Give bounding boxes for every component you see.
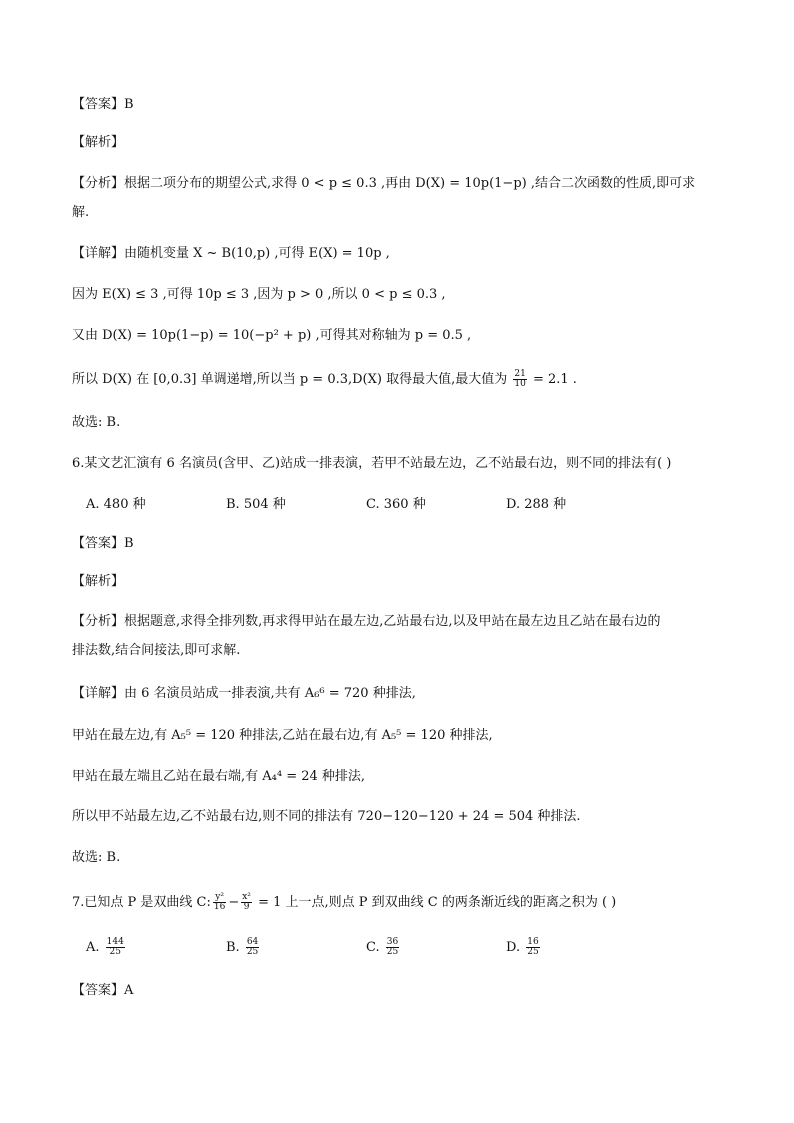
q7-option-c-fraction: [386, 938, 399, 957]
q7-option-d: [506, 938, 542, 957]
q5-fenxi-line1: 【分析】根据二项分布的期望公式,求得 0 < p ≤ 0.3 ,再由 D(X) = 10p(1−p) ,结合二次函数的性质,即可求: [72, 176, 696, 191]
q7-stem-end: = 1 上一点,则点 P 到双曲线 C 的两条渐近线的距离之积为 ( ): [258, 895, 617, 910]
q7-option-b: [226, 938, 261, 957]
q6-choice: 故选: B.: [72, 850, 121, 865]
q7-fraction-x: [241, 893, 252, 912]
q5-max-fraction-num: 21: [514, 369, 526, 379]
q5-detail-line2: 因为 E(X) ≤ 3 ,可得 10p ≤ 3 ,因为 p > 0 ,所以 0 < p ≤ 0.3 ,: [72, 287, 446, 302]
q6-answer: 【答案】B: [72, 536, 134, 551]
q6-detail-line2: 甲站在最左边,有 A₅⁵ = 120 种排法,乙站在最右边,有 A₅⁵ = 120 种排法,: [72, 728, 493, 743]
q7-option-a-num: 144: [106, 937, 124, 947]
q5-detail-line4: [72, 370, 577, 389]
q7-option-b-fraction: [246, 938, 259, 957]
q7-option-b-label: B.: [226, 940, 240, 955]
q7-fraction-y: [213, 893, 226, 912]
q6-option-d: D. 288 种: [506, 497, 567, 512]
q7-option-d-fraction: [526, 938, 539, 957]
q6-fenxi-line1: 【分析】根据题意,求得全排列数,再求得甲站在最左边,乙站最右边,以及甲站在最左边且乙站在最右边的: [72, 614, 661, 629]
q7-fraction-x-num: x²: [242, 892, 251, 902]
q7-fraction-x-den: 9: [243, 902, 250, 912]
q7-option-d-label: D.: [506, 940, 521, 955]
q7-option-c-num: 36: [386, 937, 399, 947]
q7-stem: [72, 893, 616, 912]
q5-detail-line4-text: 所以 D(X) 在 [0,0.3] 单调递增,所以当 p = 0.3,D(X) 取得最大值,最大值为: [72, 372, 508, 387]
q5-detail-line3: 又由 D(X) = 10p(1−p) = 10(−p² + p) ,可得其对称轴为 p = 0.5 ,: [72, 328, 472, 343]
q7-option-b-den: 25: [246, 947, 259, 957]
q6-fenxi-line2: 排法数,结合间接法,即可求解.: [72, 643, 241, 658]
q7-option-a: [86, 938, 127, 957]
q7-option-c-label: C.: [366, 940, 380, 955]
q7-stem-start: 7.已知点 P 是双曲线 C:: [72, 895, 211, 910]
q6-option-c: C. 360 种: [366, 497, 426, 512]
q7-fraction-y-den: 16: [213, 902, 226, 912]
q7-option-b-num: 64: [246, 937, 259, 947]
q6-stem: 6.某文艺汇演有 6 名演员(含甲、乙)站成一排表演，若甲不站最左边，乙不站最右边，则不同的排法有( ): [72, 456, 672, 471]
q7-option-c: [366, 938, 401, 957]
q6-detail-line1: 【详解】由 6 名演员站成一排表演,共有 A₆⁶ = 720 种排法,: [72, 686, 416, 701]
q7-option-d-den: 25: [527, 947, 539, 957]
q7-fraction-y-num: y²: [213, 893, 226, 903]
q6-option-b: B. 504 种: [226, 497, 286, 512]
q7-option-c-den: 25: [386, 947, 399, 957]
q5-analysis-tag: 【解析】: [72, 135, 125, 150]
q7-answer: 【答案】A: [72, 983, 134, 998]
q7-option-a-fraction: [106, 938, 125, 957]
q6-detail-line4: 所以甲不站最左边,乙不站最右边,则不同的排法有 720−120−120 + 24 = 504 种排法.: [72, 809, 581, 824]
q7-option-a-label: A.: [86, 940, 100, 955]
q5-fenxi-line2: 解.: [72, 205, 90, 220]
q5-max-fraction: [513, 370, 526, 389]
q7-option-d-num: 16: [527, 937, 539, 947]
q5-choice: 故选: B.: [72, 415, 121, 430]
q6-option-a: A. 480 种: [86, 497, 146, 512]
q5-answer: 【答案】B: [72, 97, 134, 112]
q5-max-fraction-den: 10: [514, 379, 526, 389]
q6-analysis-tag: 【解析】: [72, 574, 125, 589]
q6-detail-line3: 甲站在最左端且乙站在最右端,有 A₄⁴ = 24 种排法,: [72, 769, 366, 784]
q7-option-a-den: 25: [109, 947, 121, 957]
q5-detail-line1: 【详解】由随机变量 X ~ B(10,p) ,可得 E(X) = 10p ,: [72, 246, 390, 261]
q5-detail-line4-end: = 2.1 .: [532, 372, 577, 387]
q7-minus: −: [228, 895, 240, 910]
